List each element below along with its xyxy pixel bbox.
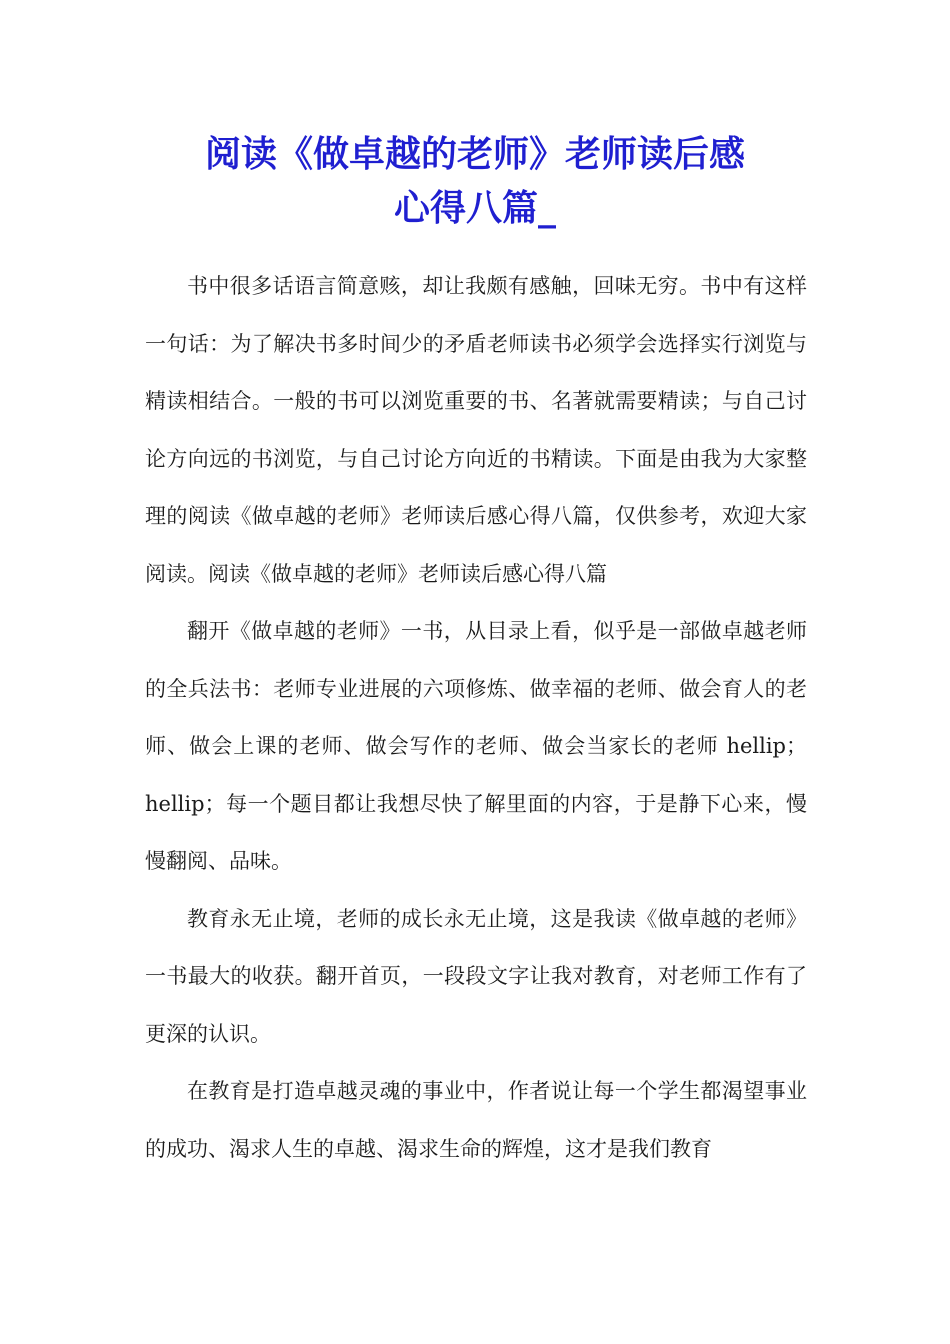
document-title [130,128,820,236]
document-body [145,258,807,1178]
paragraph-4: 在教育是打造卓越灵魂的事业中，作者说让每一个学生都渴望事业的成功、渴求人生的卓越、渴求生命的辉煌，这才是我们教育 [145,1079,807,1161]
paragraph-3: 教育永无止境，老师的成长永无止境，这是我读《做卓越的老师》一书最大的收获。翻开首页，一段段文字让我对教育，对老师工作有了更深的认识。 [145,906,807,1046]
title-line-1: 阅读《做卓越的老师》老师读后感 [204,134,745,175]
paragraph-2: 翻开《做卓越的老师》一书，从目录上看，似乎是一部做卓越老师的全兵法书：老师专业进展的六项修炼、做幸福的老师、做会育人的老师、做会上课的老师、做会写作的老师、做会当家长的老师 hellip；hellip；每一个题目都让我想尽快了解里面的内容，于是静下心来，慢慢翻阅、品味。 [145,619,807,873]
title-line-2: 心得八篇_ [393,188,556,229]
paragraph-1: 书中很多话语言简意赅，却让我颇有感触，回味无穷。书中有这样一句话：为了解决书多时间少的矛盾老师读书必须学会选择实行浏览与精读相结合。一般的书可以浏览重要的书、名著就需要精读；与自己讨论方向远的书浏览，与自己讨论方向近的书精读。下面是由我为大家整理的阅读《做卓越的老师》老师读后感心得八篇，仅供参考，欢迎大家阅读。阅读《做卓越的老师》老师读后感心得八篇 [145,274,807,586]
